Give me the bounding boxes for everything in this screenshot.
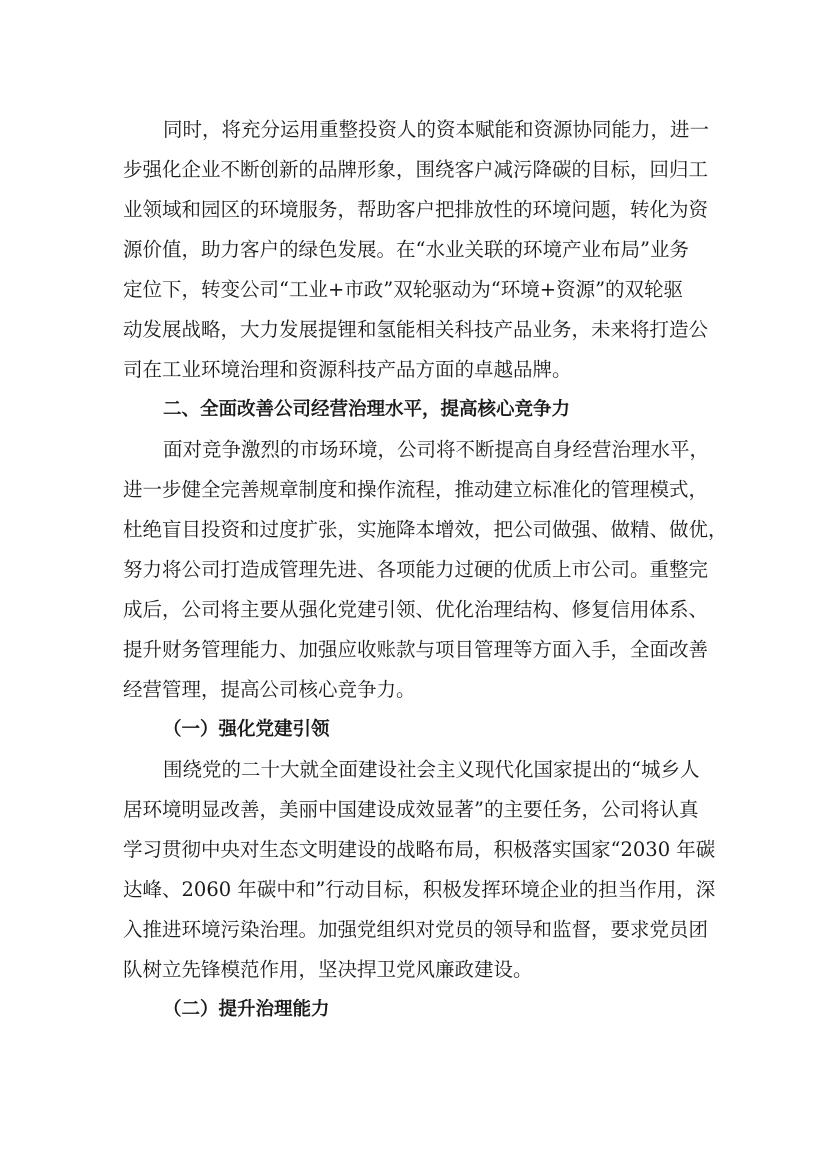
paragraph-line: 面对竞争激烈的市场环境，公司将不断提高自身经营治理水平， xyxy=(163,438,710,461)
paragraph-line: 学习贯彻中央对生态文明建设的战略布局，积极落实国家“2030 年碳 xyxy=(123,838,716,861)
paragraph-line: 达峰、2060 年碳中和”行动目标，积极发挥环境企业的担当作用，深 xyxy=(123,878,716,901)
paragraph-line: 司在工业环境治理和资源科技产品方面的卓越品牌。 xyxy=(123,358,572,381)
subsection-heading: （一）强化党建引领 xyxy=(163,719,330,740)
paragraph-line: 努力将公司打造成管理先进、各项能力过硬的优质上市公司。重整完 xyxy=(123,558,709,581)
paragraph-line: 成后，公司将主要从强化党建引领、优化治理结构、修复信用体系、 xyxy=(123,598,709,621)
paragraph-line: 入推进环境污染治理。加强党组织对党员的领导和监督，要求党员团 xyxy=(123,918,709,941)
paragraph-line: 源价值，助力客户的绿色发展。在“水业关联的环境产业布局”业务 xyxy=(123,238,689,261)
subsection-heading: （二）提升治理能力 xyxy=(163,999,330,1020)
paragraph-line: 进一步健全完善规章制度和操作流程，推动建立标准化的管理模式， xyxy=(123,478,709,501)
paragraph-line: 居环境明显改善，美丽中国建设成效显著”的主要任务，公司将认真 xyxy=(123,798,699,821)
paragraph-line: 业领域和园区的环境服务，帮助客户把排放性的环境问题，转化为资 xyxy=(123,198,709,221)
paragraph-line: 步强化企业不断创新的品牌形象，围绕客户减污降碳的目标，回归工 xyxy=(123,158,709,181)
section-heading: 二、全面改善公司经营治理水平，提高核心竞争力 xyxy=(163,399,571,420)
paragraph-line: 动发展战略，大力发展提锂和氢能相关科技产品业务，未来将打造公 xyxy=(123,318,709,341)
paragraph-line: 同时，将充分运用重整投资人的资本赋能和资源协同能力，进一 xyxy=(163,118,710,141)
paragraph-line: 定位下，转变公司“工业+市政”双轮驱动为“环境+资源”的双轮驱 xyxy=(123,278,684,301)
paragraph-line: 杜绝盲目投资和过度扩张，实施降本增效，把公司做强、做精、做优， xyxy=(123,518,728,541)
paragraph-line: 经营管理，提高公司核心竞争力。 xyxy=(123,678,416,701)
paragraph-line: 队树立先锋模范作用，坚决捍卫党风廉政建设。 xyxy=(123,958,533,981)
paragraph-line: 提升财务管理能力、加强应收账款与项目管理等方面入手，全面改善 xyxy=(123,638,709,661)
paragraph-line: 围绕党的二十大就全面建设社会主义现代化国家提出的“城乡人 xyxy=(163,758,700,781)
